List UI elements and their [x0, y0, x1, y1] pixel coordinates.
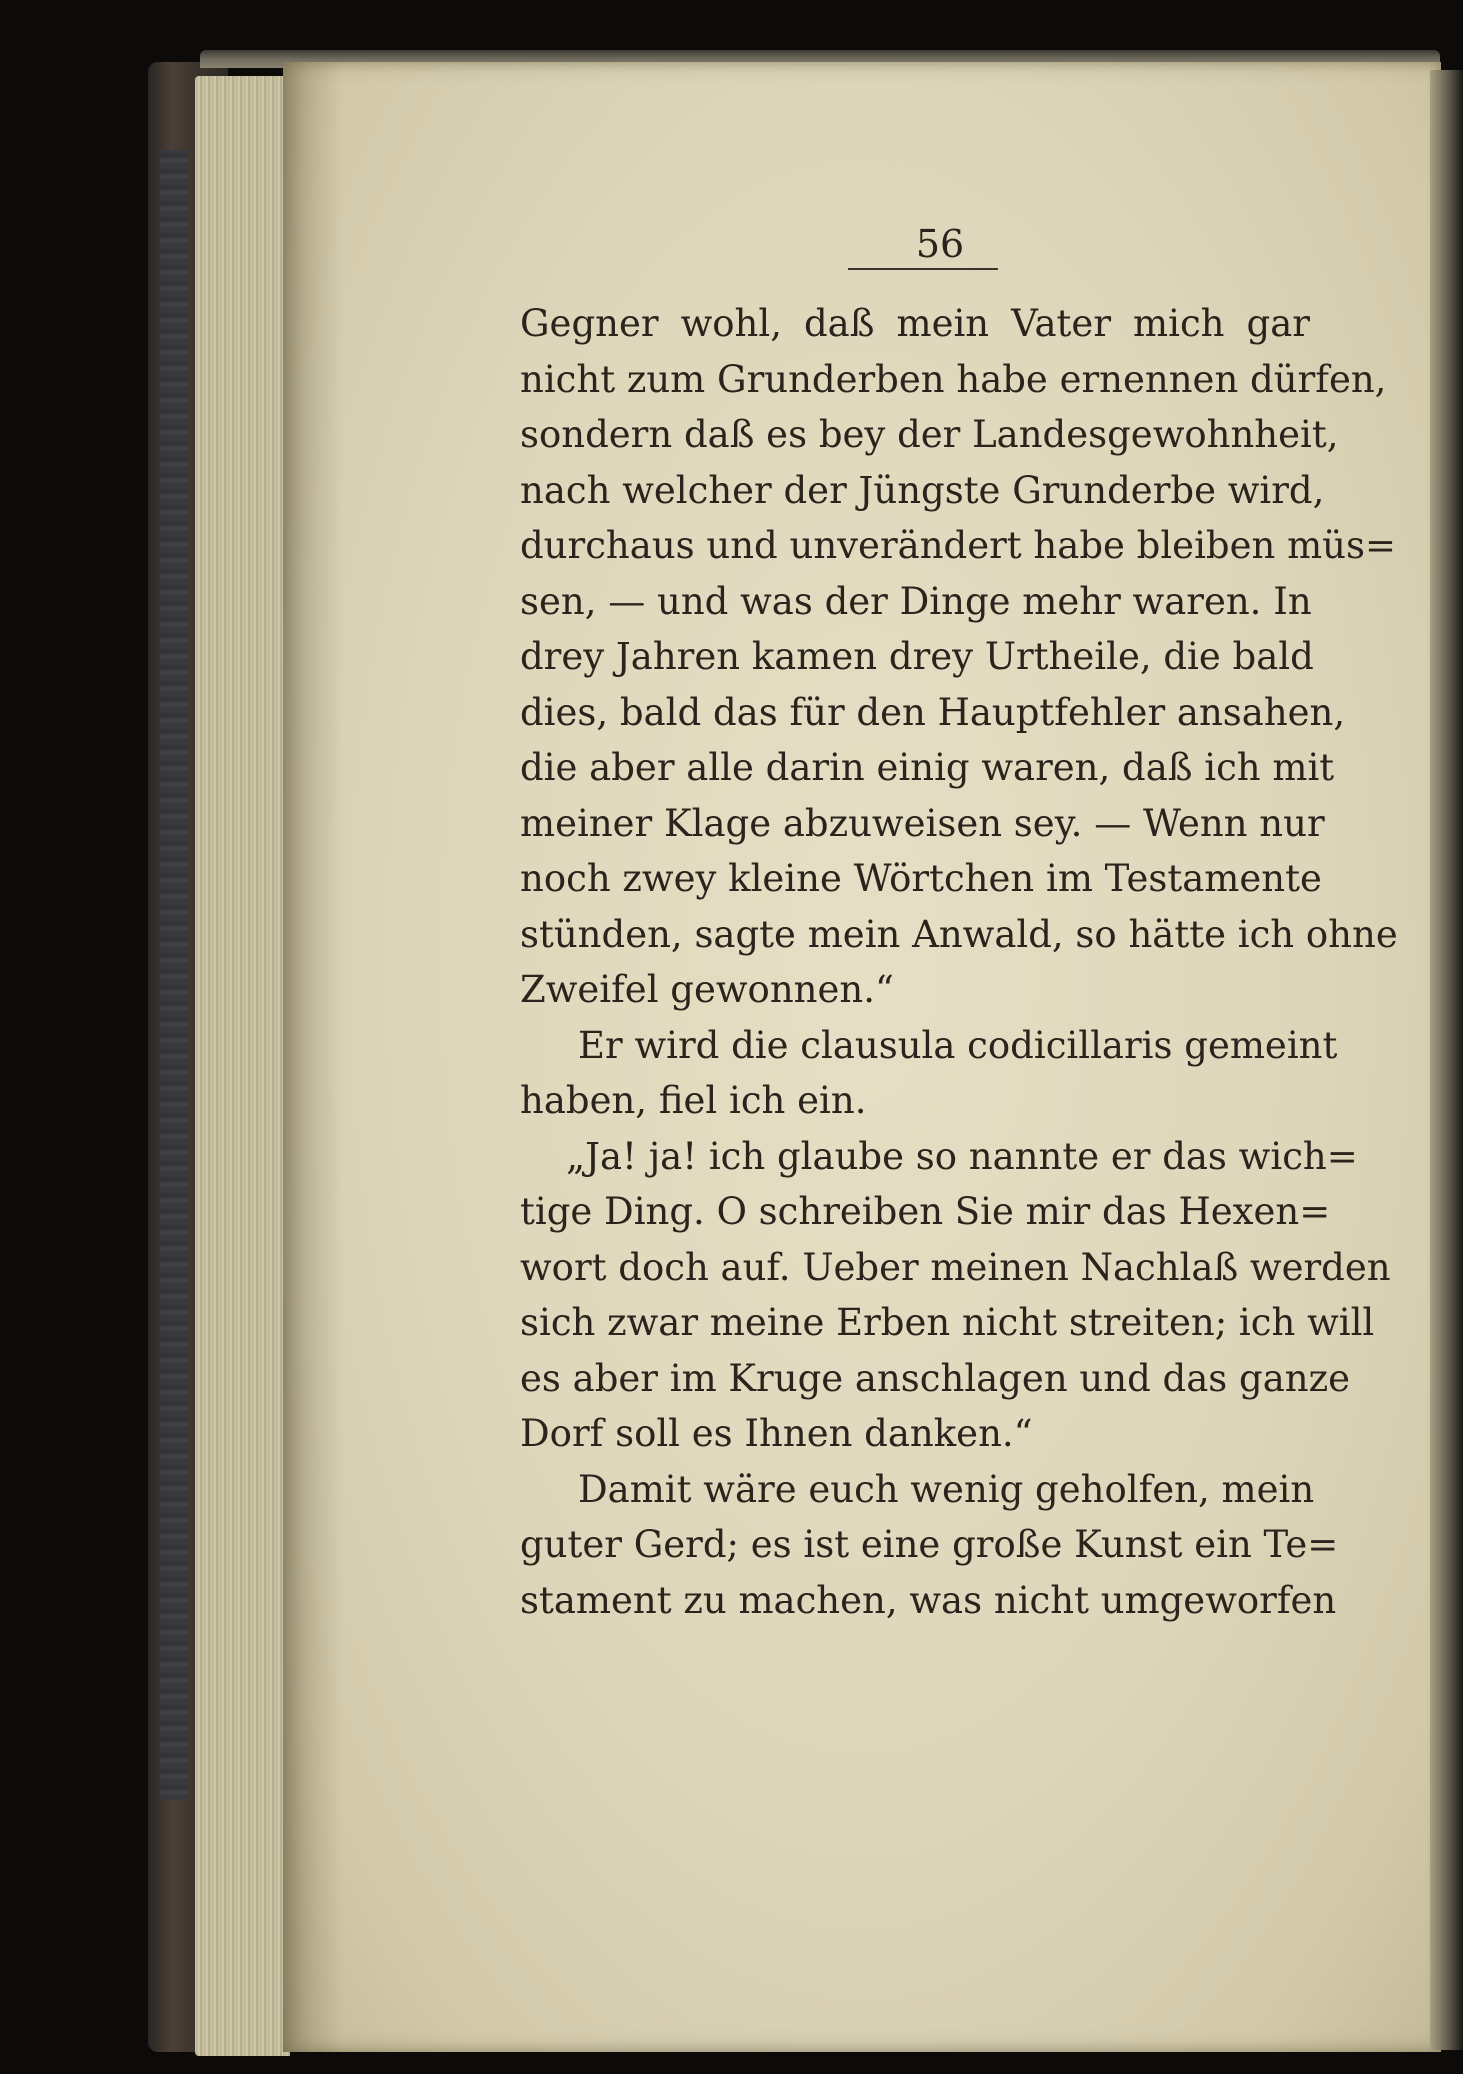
text-line: die aber alle darin einig waren, daß ich mit	[520, 746, 1335, 789]
text-line: tige Ding. O schreiben Sie mir das Hexen=	[520, 1190, 1331, 1233]
text-line: nach welcher der Jüngste Grunderbe wird,	[520, 468, 1325, 512]
cover-marbled-strip	[160, 150, 188, 1800]
text-line: Damit wäre euch wenig geholfen, mein	[578, 1467, 1315, 1511]
text-line: sondern daß es bey der Landesgewohnheit,	[520, 413, 1339, 456]
text-line: noch zwey kleine Wörtchen im Testamente	[520, 857, 1322, 900]
page-edges	[195, 76, 290, 2056]
text-line: Zweifel gewonnen.“	[520, 968, 894, 1011]
text-line: „Ja! ja! ich glaube so nannte er das wich=	[566, 1134, 1358, 1178]
text-line: stünden, sagte mein Anwald, so hätte ich ohne	[520, 912, 1398, 956]
text-line: Er wird die clausula codicillaris gemeint	[578, 1023, 1338, 1067]
page-number-rule	[848, 268, 998, 270]
text-line: wort doch auf. Ueber meinen Nachlaß werden	[520, 1245, 1391, 1289]
gutter-shadow	[283, 62, 343, 2052]
text-line: Gegner wohl, daß mein Vater mich gar	[520, 302, 1310, 345]
text-line: stament zu machen, was nicht umgeworfen	[520, 1578, 1337, 1622]
text-line: sich zwar meine Erben nicht streiten; ich will	[520, 1301, 1375, 1344]
text-line: sen, — und was der Dinge mehr waren. In	[520, 579, 1312, 623]
page-number: 56	[915, 222, 965, 266]
text-line: guter Gerd; es ist eine große Kunst ein Te=	[520, 1523, 1339, 1566]
text-line: Dorf soll es Ihnen danken.“	[520, 1412, 1033, 1455]
text-line: durchaus und unverändert habe bleiben müs=	[520, 524, 1396, 567]
page-right-edge	[1430, 70, 1463, 2050]
text-line: drey Jahren kamen drey Urtheile, die bald	[520, 635, 1314, 678]
text-line: meiner Klage abzuweisen sey. — Wenn nur	[520, 801, 1325, 845]
text-line: haben, fiel ich ein.	[520, 1079, 867, 1122]
body-text	[520, 296, 1398, 1628]
text-line: es aber im Kruge anschlagen und das ganze	[520, 1356, 1350, 1400]
text-line: dies, bald das für den Hauptfehler ansahen,	[520, 690, 1346, 734]
text-line: nicht zum Grunderben habe ernennen dürfen,	[520, 357, 1387, 401]
